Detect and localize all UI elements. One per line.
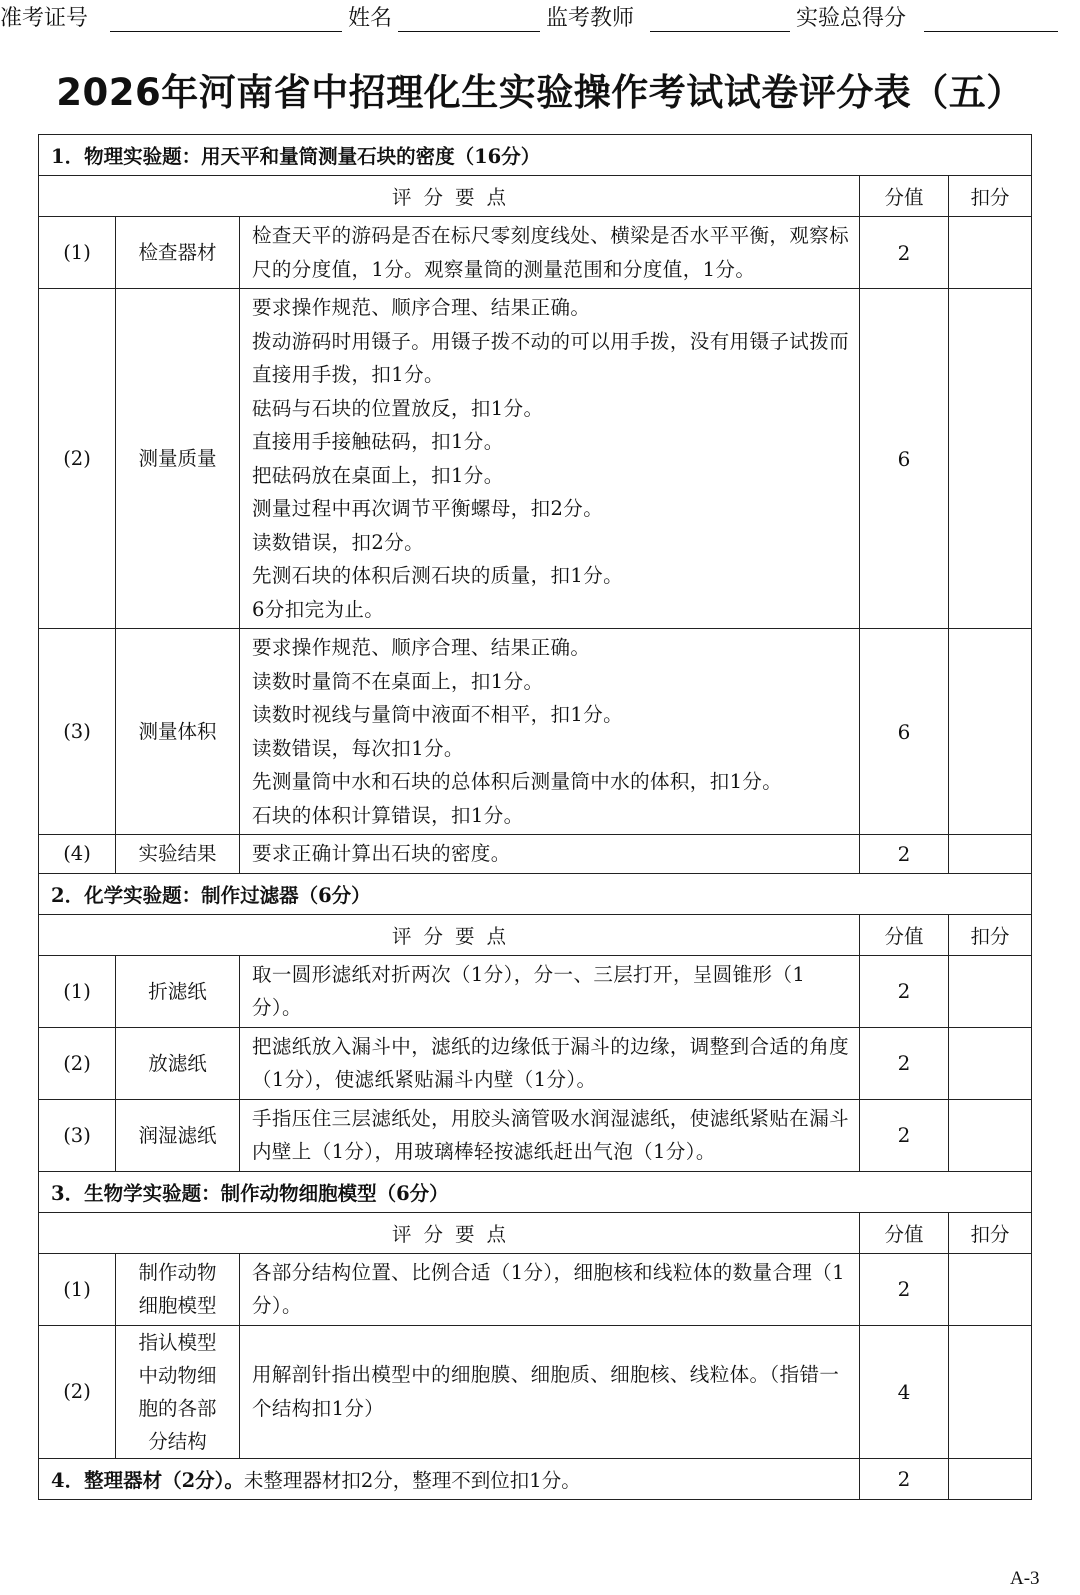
item-name-line: 胞的各部 xyxy=(138,1396,217,1420)
item-name-line: 测量体积 xyxy=(138,720,217,743)
criteria-line: 6分扣完为止。 xyxy=(252,597,385,621)
exam-id-label: 准考证号 xyxy=(0,6,89,31)
column-header-row xyxy=(39,1212,1032,1253)
column-header-row xyxy=(39,176,1032,217)
deduction-cell[interactable] xyxy=(949,289,1032,629)
criteria-line: 把砝码放在桌面上，扣1分。 xyxy=(252,463,504,487)
page-code: A-3 xyxy=(1010,1568,1040,1589)
item-name xyxy=(116,289,240,629)
deduction-cell[interactable] xyxy=(949,1253,1032,1325)
criteria-line: 砝码与石块的位置放反，扣1分。 xyxy=(252,396,544,420)
criteria-line: 取一圆形滤纸对折两次（1分），分一、三层打开，呈圆锥形（1分）。 xyxy=(252,962,806,1019)
criteria-line: 把滤纸放入漏斗中，滤纸的边缘低于漏斗的边缘，调整到合适的角度（1分），使滤纸紧贴漏斗内壁（1分）。 xyxy=(252,1034,850,1091)
item-index: (2) xyxy=(39,1325,116,1458)
section-row xyxy=(39,1171,1032,1212)
deduction-cell[interactable] xyxy=(949,955,1032,1027)
item-index: (3) xyxy=(39,629,116,835)
item-name-line: 指认模型 xyxy=(138,1330,217,1354)
table-row xyxy=(39,1325,1032,1458)
section-title: 1．物理实验题：用天平和量筒测量石块的密度（16分） xyxy=(39,135,1032,176)
item-name xyxy=(116,1099,240,1171)
item-criteria xyxy=(240,217,860,289)
criteria-line: 读数错误，每次扣1分。 xyxy=(252,736,464,760)
criteria-line: 直接用手接触砝码，扣1分。 xyxy=(252,430,504,453)
exam-header-line xyxy=(0,4,1080,34)
scoring-table xyxy=(38,134,1032,1500)
item-index: (1) xyxy=(39,1253,116,1325)
item-name-line: 中动物细 xyxy=(138,1363,217,1387)
total-score-blank[interactable] xyxy=(924,31,1058,32)
item-name-line: 折滤纸 xyxy=(148,979,207,1003)
item-index: (3) xyxy=(39,1099,116,1171)
final-deduction-cell[interactable] xyxy=(949,1458,1032,1499)
item-name-line: 实验结果 xyxy=(138,842,217,866)
item-name-line: 润湿滤纸 xyxy=(138,1123,217,1147)
item-index: (2) xyxy=(39,1027,116,1099)
header-scoring-points: 评分要点 xyxy=(39,1212,860,1253)
item-name-line: 分结构 xyxy=(148,1429,207,1453)
deduction-cell[interactable] xyxy=(949,1099,1032,1171)
header-deduct: 扣分 xyxy=(949,1212,1032,1253)
final-row xyxy=(39,1458,1032,1499)
item-value: 2 xyxy=(860,835,949,874)
page-title: 2026年河南省中招理化生实验操作考试试卷评分表（五） xyxy=(56,71,1024,114)
criteria-line: 拨动游码时用镊子。用镊子拨不动的可以用手拨，没有用镊子试拨而直接用手拨，扣1分。 xyxy=(252,329,850,386)
criteria-line: 读数错误，扣2分。 xyxy=(252,530,425,554)
section-row xyxy=(39,873,1032,914)
item-name-line: 放滤纸 xyxy=(148,1051,207,1075)
table-row xyxy=(39,289,1032,629)
item-criteria xyxy=(240,955,860,1027)
item-criteria xyxy=(240,1027,860,1099)
item-value: 2 xyxy=(860,1027,949,1099)
item-name-line: 细胞模型 xyxy=(138,1294,217,1317)
criteria-line: 检查天平的游码是否在标尺零刻度线处、横梁是否水平平衡，观察标尺的分度值，1分。观察量筒的测量范围和分度值，1分。 xyxy=(252,224,850,281)
column-header-row xyxy=(39,914,1032,955)
header-deduct: 扣分 xyxy=(949,914,1032,955)
item-value: 2 xyxy=(860,1253,949,1325)
item-value: 6 xyxy=(860,629,949,835)
item-name-line: 测量质量 xyxy=(138,447,217,470)
item-value: 2 xyxy=(860,1099,949,1171)
criteria-line: 石块的体积计算错误，扣1分。 xyxy=(252,803,524,827)
table-row xyxy=(39,1253,1032,1325)
item-name xyxy=(116,835,240,874)
deduction-cell[interactable] xyxy=(949,835,1032,874)
criteria-line: 要求操作规范、顺序合理、结果正确。 xyxy=(252,636,591,659)
item-name xyxy=(116,217,240,289)
item-criteria xyxy=(240,289,860,629)
item-index: (1) xyxy=(39,955,116,1027)
section-row xyxy=(39,135,1032,176)
header-scoring-points: 评分要点 xyxy=(39,176,860,217)
final-title: 4．整理器材（2分）。 xyxy=(51,1468,244,1492)
table-row xyxy=(39,1027,1032,1099)
item-criteria xyxy=(240,629,860,835)
item-criteria xyxy=(240,1325,860,1458)
section-title: 2．化学实验题：制作过滤器（6分） xyxy=(39,873,1032,914)
item-name xyxy=(116,1027,240,1099)
criteria-line: 测量过程中再次调节平衡螺母，扣2分。 xyxy=(252,497,604,520)
item-name-line: 制作动物 xyxy=(138,1261,217,1284)
table-row xyxy=(39,955,1032,1027)
table-row xyxy=(39,835,1032,874)
header-scoring-points: 评分要点 xyxy=(39,914,860,955)
criteria-line: 要求操作规范、顺序合理、结果正确。 xyxy=(252,296,591,319)
item-index: (4) xyxy=(39,835,116,874)
header-value: 分值 xyxy=(860,1212,949,1253)
table-row xyxy=(39,1099,1032,1171)
criteria-line: 各部分结构位置、比例合适（1分），细胞核和线粒体的数量合理（1分）。 xyxy=(252,1260,845,1317)
item-criteria xyxy=(240,1253,860,1325)
deduction-cell[interactable] xyxy=(949,629,1032,835)
item-value: 2 xyxy=(860,955,949,1027)
deduction-cell[interactable] xyxy=(949,217,1032,289)
criteria-line: 要求正确计算出石块的密度。 xyxy=(252,842,511,865)
exam-id-blank[interactable] xyxy=(110,31,342,32)
header-value: 分值 xyxy=(860,176,949,217)
item-name xyxy=(116,629,240,835)
proctor-blank[interactable] xyxy=(650,31,790,32)
total-score-label: 实验总得分 xyxy=(796,6,907,31)
criteria-line: 先测量筒中水和石块的总体积后测量筒中水的体积，扣1分。 xyxy=(252,770,783,793)
header-deduct: 扣分 xyxy=(949,176,1032,217)
criteria-line: 先测石块的体积后测石块的质量，扣1分。 xyxy=(252,564,624,587)
item-index: (1) xyxy=(39,217,116,289)
criteria-line: 读数时视线与量筒中液面不相平，扣1分。 xyxy=(252,703,624,726)
table-row xyxy=(39,217,1032,289)
item-index: (2) xyxy=(39,289,116,629)
item-name xyxy=(116,1253,240,1325)
deduction-cell[interactable] xyxy=(949,1027,1032,1099)
item-name xyxy=(116,955,240,1027)
item-value: 4 xyxy=(860,1325,949,1458)
name-label: 姓名 xyxy=(348,6,393,31)
item-criteria xyxy=(240,1099,860,1171)
item-value: 2 xyxy=(860,217,949,289)
final-item xyxy=(39,1458,860,1499)
item-criteria xyxy=(240,835,860,874)
item-name-line: 检查器材 xyxy=(138,241,217,264)
criteria-line: 用解剖针指出模型中的细胞膜、细胞质、细胞核、线粒体。（指错一个结构扣1分） xyxy=(252,1363,840,1420)
header-value: 分值 xyxy=(860,914,949,955)
criteria-line: 读数时量筒不在桌面上，扣1分。 xyxy=(252,669,544,693)
item-value: 6 xyxy=(860,289,949,629)
final-rule: 未整理器材扣2分，整理不到位扣1分。 xyxy=(243,1468,581,1492)
table-row xyxy=(39,629,1032,835)
criteria-line: 手指压住三层滤纸处，用胶头滴管吸水润湿滤纸，使滤纸紧贴在漏斗内壁上（1分），用玻璃棒轻按滤纸赶出气泡（1分）。 xyxy=(252,1106,850,1163)
final-value: 2 xyxy=(860,1458,949,1499)
section-title: 3．生物学实验题：制作动物细胞模型（6分） xyxy=(39,1171,1032,1212)
deduction-cell[interactable] xyxy=(949,1325,1032,1458)
proctor-label: 监考教师 xyxy=(546,6,635,31)
name-blank[interactable] xyxy=(398,31,540,32)
item-name xyxy=(116,1325,240,1458)
